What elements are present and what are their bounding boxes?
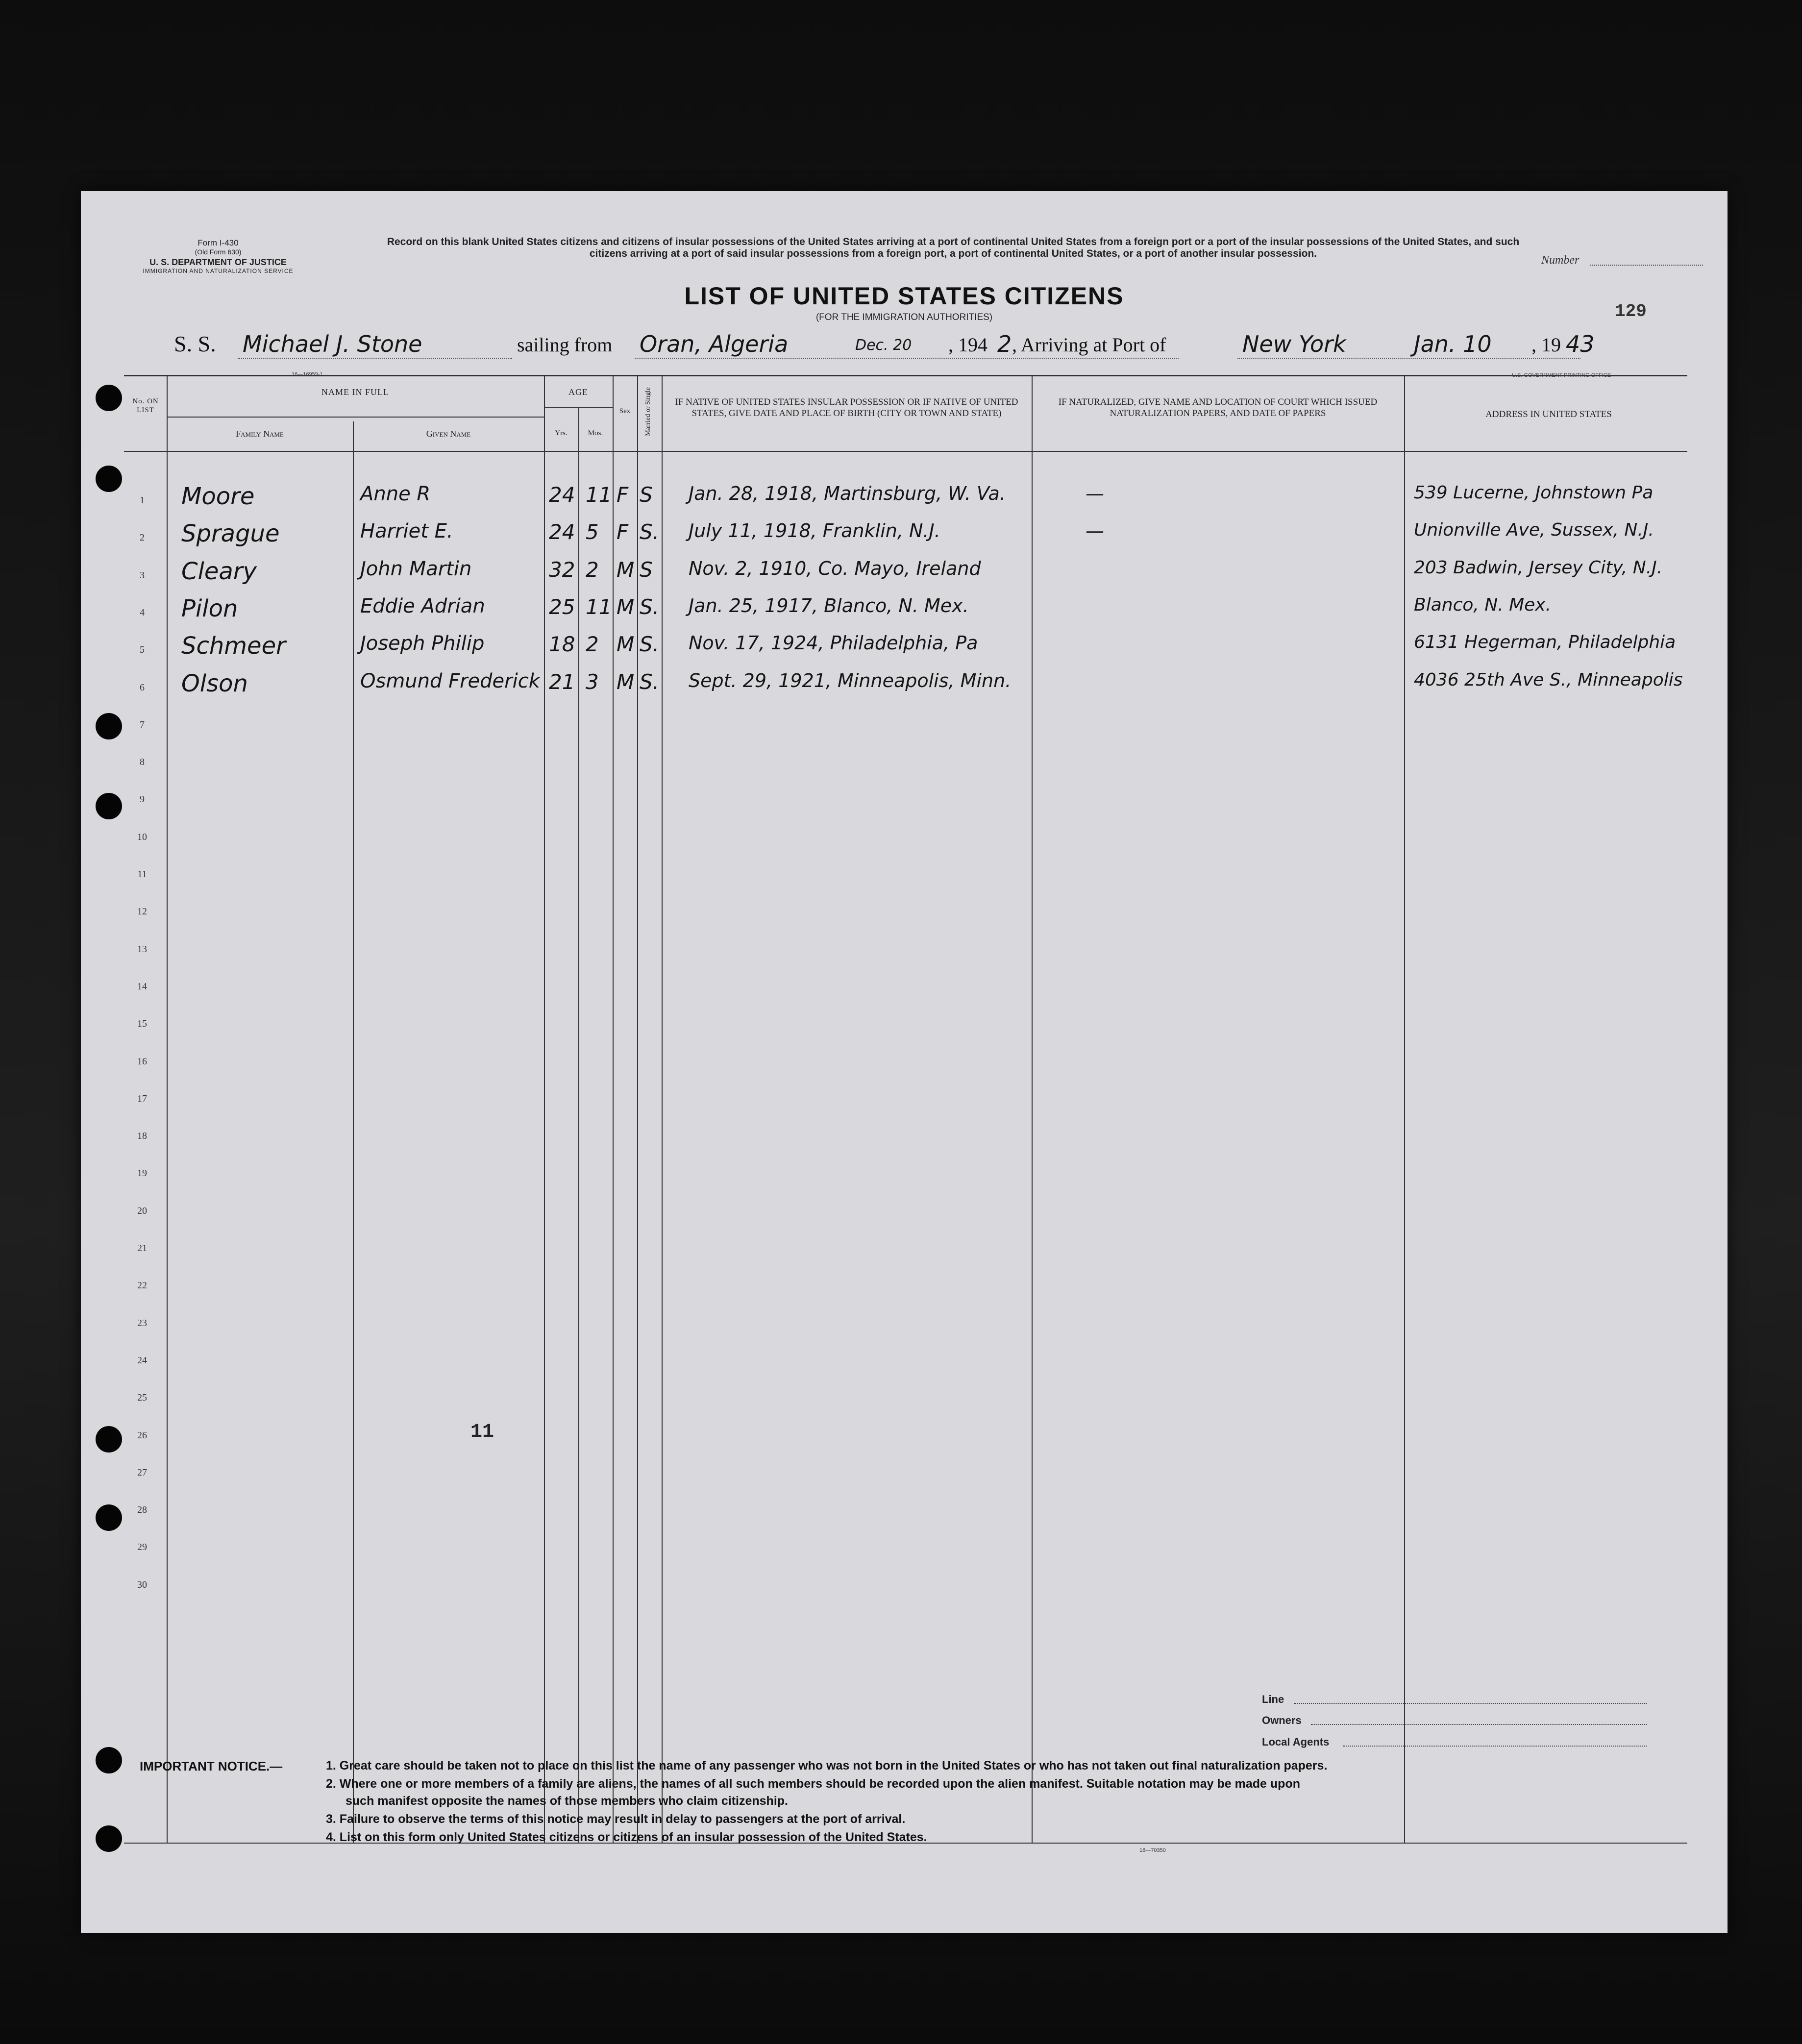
header-birth: IF NATIVE OF UNITED STATES INSULAR POSSESSION OR IF NATIVE OF UNITED STATES, GIVE DATE AND PLACE OF BIRTH (CITY OR TOWN AND STATE) [675, 397, 1018, 419]
given-name-cell: Anne R [360, 483, 431, 505]
row-number: 21 [137, 1243, 147, 1254]
row-number: 25 [137, 1392, 147, 1404]
age-header-underline [544, 407, 613, 408]
row-number: 16 [137, 1056, 147, 1067]
ship-line [174, 331, 1718, 365]
column-divider [1404, 375, 1405, 1843]
column-divider [544, 375, 545, 1843]
row-number: 6 [140, 682, 145, 693]
arrival-year-prefix: , 19 [1531, 334, 1561, 356]
ship-name-line [238, 358, 512, 359]
family-name-cell: Pilon [181, 594, 238, 622]
owners-label: Owners [1262, 1714, 1302, 1726]
header-mos: Mos. [588, 429, 603, 437]
line-field [1294, 1703, 1647, 1704]
sex-cell: M [617, 669, 635, 694]
arriving-label: , Arriving at Port of [1012, 334, 1166, 356]
row-number: 3 [140, 569, 145, 581]
page-title: LIST OF UNITED STATES CITIZENS [684, 282, 1124, 310]
page-number: 129 [1615, 301, 1647, 321]
row-number: 11 [137, 869, 147, 880]
column-divider [353, 421, 354, 1843]
header-address: ADDRESS IN UNITED STATES [1485, 409, 1612, 419]
header-given-name: Given Name [426, 429, 471, 439]
age-months-cell: 11 [586, 594, 612, 619]
table-top-border [124, 375, 1687, 376]
old-form-number: (Old Form 630) [195, 248, 242, 256]
age-years-cell: 24 [549, 483, 575, 507]
sex-cell: M [617, 632, 635, 657]
column-divider [578, 407, 579, 1843]
department-name: U. S. DEPARTMENT OF JUSTICE [149, 257, 287, 267]
row-number: 14 [137, 981, 147, 992]
family-name-cell: Schmeer [181, 632, 286, 660]
notice-item-2: 2. Where one or more members of a family are aliens, the names of all such members should be recorded upon the alien manifest. Suitable notation may be made upon [326, 1777, 1300, 1791]
local-agents-field [1343, 1746, 1647, 1747]
arrival-port: New York [1242, 331, 1346, 357]
notice-item-4: 4. List on this form only United States citizens or citizens of an insular possession of the United States. [326, 1830, 927, 1844]
manifest-page [81, 191, 1728, 1933]
form-number: Form I-430 [197, 238, 239, 247]
notice-heading: IMPORTANT NOTICE.— [140, 1759, 283, 1773]
row-number: 10 [137, 831, 147, 842]
page-subtitle: (FOR THE IMMIGRATION AUTHORITIES) [815, 312, 993, 322]
birth-date-place-cell: Nov. 2, 1910, Co. Mayo, Ireland [689, 557, 981, 579]
departure-year-prefix: , 194 [948, 334, 987, 356]
row-number: 12 [137, 906, 147, 917]
column-divider [662, 375, 663, 1843]
footer-code: 16—70350 [1139, 1847, 1166, 1853]
column-divider [637, 375, 638, 1843]
form-identification [110, 238, 326, 275]
sailing-from-label: sailing from [517, 334, 613, 356]
column-divider [1032, 375, 1033, 1843]
header-married-single: Married or Single [644, 387, 652, 436]
printer-code: 16—16959-1 [292, 371, 323, 377]
marital-status-cell: S [640, 557, 653, 582]
marital-status-cell: S [640, 483, 653, 507]
punch-hole [96, 1825, 122, 1852]
row-number: 19 [137, 1168, 147, 1179]
age-months-cell: 2 [586, 557, 599, 582]
family-name-cell: Olson [181, 669, 248, 697]
family-name-cell: Cleary [181, 557, 257, 585]
row-number: 7 [140, 719, 145, 730]
marital-status-cell: S. [640, 669, 660, 694]
row-number: 13 [137, 943, 147, 955]
ss-label: S. S. [174, 331, 216, 356]
owners-field [1311, 1724, 1647, 1725]
address-cell: 6131 Hegerman, Philadelphia [1414, 632, 1676, 653]
sex-cell: M [617, 557, 635, 582]
service-name: IMMIGRATION AND NATURALIZATION SERVICE [143, 268, 294, 275]
address-cell: Blanco, N. Mex. [1414, 594, 1552, 615]
age-years-cell: 24 [549, 520, 575, 544]
age-months-cell: 2 [586, 632, 599, 657]
birth-date-place-cell: July 11, 1918, Franklin, N.J. [689, 520, 940, 542]
header-naturalized: IF NATURALIZED, GIVE NAME AND LOCATION OF COURT WHICH ISSUED NATURALIZATION PAPERS, AND DATE OF PAPERS [1058, 397, 1378, 419]
address-cell: 4036 25th Ave S., Minneapolis [1414, 669, 1683, 690]
sex-cell: F [617, 483, 629, 507]
age-months-cell: 3 [586, 669, 599, 694]
punch-hole [96, 466, 122, 492]
age-years-cell: 25 [549, 594, 575, 619]
given-name-cell: Joseph Philip [360, 632, 485, 655]
ship-name: Michael J. Stone [243, 331, 422, 357]
address-cell: 203 Badwin, Jersey City, N.J. [1414, 557, 1663, 578]
age-years-cell: 18 [549, 632, 575, 657]
age-months-cell: 11 [586, 483, 612, 507]
row-number: 1 [140, 495, 145, 506]
header-name-in-full: NAME IN FULL [321, 387, 389, 397]
given-name-cell: Harriet E. [360, 520, 453, 543]
punch-hole [96, 385, 122, 411]
row-number: 23 [137, 1317, 147, 1329]
birth-date-place-cell: Sept. 29, 1921, Minneapolis, Minn. [689, 669, 1012, 691]
row-number: 15 [137, 1018, 147, 1030]
marital-status-cell: S. [640, 594, 660, 619]
column-divider [613, 375, 614, 1843]
row-number: 5 [140, 644, 145, 656]
local-agents-label: Local Agents [1262, 1736, 1330, 1748]
departure-date: Dec. 20 [855, 337, 912, 354]
age-months-cell: 5 [586, 520, 599, 544]
row-number: 28 [137, 1504, 147, 1516]
given-name-cell: Eddie Adrian [360, 594, 485, 617]
punch-hole [96, 1426, 122, 1453]
row-number: 4 [140, 607, 145, 618]
origin-port: Oran, Algeria [640, 331, 789, 357]
age-years-cell: 21 [549, 669, 575, 694]
marital-status-cell: S. [640, 520, 660, 544]
name-header-underline [167, 417, 544, 418]
printing-office-note: U.S. GOVERNMENT PRINTING OFFICE [1512, 372, 1611, 378]
number-line [1590, 265, 1703, 266]
row-number: 24 [137, 1354, 147, 1366]
row-number: 29 [137, 1542, 147, 1553]
address-cell: 539 Lucerne, Johnstown Pa [1414, 483, 1654, 503]
punch-hole [96, 1747, 122, 1773]
row-number: 20 [137, 1205, 147, 1216]
row-number: 8 [140, 757, 145, 768]
header-sex: Sex [619, 407, 631, 415]
arrival-date: Jan. 10 [1414, 331, 1492, 357]
punch-hole [96, 793, 122, 819]
origin-line [635, 358, 1179, 359]
row-number: 22 [137, 1280, 147, 1291]
row-number: 17 [137, 1093, 147, 1104]
birth-date-place-cell: Nov. 17, 1924, Philadelphia, Pa [689, 632, 978, 654]
row-number: 26 [137, 1429, 147, 1441]
naturalization-cell: — [1086, 483, 1104, 504]
family-name-cell: Moore [181, 483, 255, 510]
row-number: 2 [140, 532, 145, 543]
stamp-number: 11 [470, 1421, 494, 1443]
marital-status-cell: S. [640, 632, 660, 657]
age-years-cell: 32 [549, 557, 575, 582]
address-cell: Unionville Ave, Sussex, N.J. [1414, 520, 1654, 541]
line-label: Line [1262, 1693, 1284, 1705]
number-label: Number [1541, 254, 1580, 267]
notice-item-1: 1. Great care should be taken not to place on this list the name of any passenger who was not born in the United States or who has not taken out final naturalization papers. [326, 1759, 1328, 1773]
header-age: AGE [568, 387, 588, 397]
row-number: 30 [137, 1579, 147, 1590]
notice-item-2-continued: such manifest opposite the names of those members who claim citizenship. [346, 1794, 788, 1808]
sex-cell: M [617, 594, 635, 619]
given-name-cell: Osmund Frederick [360, 669, 540, 692]
arrival-port-line [1237, 358, 1580, 359]
notice-item-3: 3. Failure to observe the terms of this notice may result in delay to passengers at the port of arrival. [326, 1812, 906, 1826]
row-number: 9 [140, 794, 145, 805]
punch-hole [96, 1504, 122, 1531]
header-yrs: Yrs. [555, 429, 568, 437]
birth-date-place-cell: Jan. 25, 1917, Blanco, N. Mex. [689, 594, 969, 616]
naturalization-cell: — [1086, 520, 1104, 542]
header-family-name: Family Name [236, 429, 284, 439]
column-divider [167, 375, 168, 1843]
family-name-cell: Sprague [181, 520, 280, 548]
row-number: 27 [137, 1467, 147, 1478]
form-instructions: Record on this blank United States citizens and citizens of insular possessions of the United States arriving at a port of continental United States from a foreign port or a port of the insular possessions of the United States, and such citizens arriving at a port of said insular possessions from a foreign port, a port of continental United States, or a port of another insular possession. [387, 236, 1520, 260]
arrival-year-digits: 43 [1566, 331, 1595, 357]
sex-cell: F [617, 520, 629, 544]
row-number: 18 [137, 1131, 147, 1142]
header-bottom-border [124, 451, 1687, 452]
given-name-cell: John Martin [360, 557, 472, 580]
punch-hole [96, 713, 122, 739]
header-no-on-list: No. ON LIST [132, 397, 159, 414]
birth-date-place-cell: Jan. 28, 1918, Martinsburg, W. Va. [689, 483, 1006, 504]
departure-year-digit: 2 [997, 331, 1012, 357]
